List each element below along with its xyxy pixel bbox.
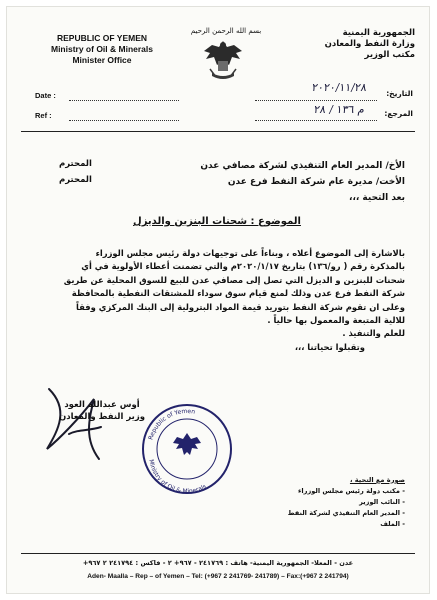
cc-item-3: - المدير العام التنفيذي لشركة النفط: [287, 509, 405, 517]
ref-value-handwritten: م ١٣٦ / ٢٨: [313, 103, 366, 116]
cc-item-4: - الملف: [380, 520, 405, 528]
basmala: بسم الله الرحمن الرحيم: [190, 27, 262, 35]
header-ar-line-1: الجمهورية اليمنية: [342, 28, 415, 38]
letter-body: [33, 247, 405, 354]
header-divider: [21, 131, 415, 132]
addressee-1: [45, 159, 405, 173]
seal-text-bottom: Ministry of Oil & Minerals: [147, 458, 208, 496]
greeting: بعد التحية ،،،: [349, 193, 405, 203]
ref-line-en: [69, 120, 179, 121]
body-line-2: بالمذكرة رقم ( رو/١٣٦) بتاريخ ٢٠٢٠/١/١٧م والتي تضمنت أعطاء الأولوية في أي: [81, 261, 405, 272]
addressee-1-name: الأخ/ المدير العام التنفيذي لشركة مصافي عدن: [200, 161, 405, 171]
yemen-eagle-emblem-icon: [198, 35, 248, 83]
ref-line-ar: [255, 120, 377, 121]
signatory-block: [47, 399, 157, 423]
header-en-line-1: REPUBLIC OF YEMEN: [56, 33, 148, 43]
subject-line: الموضوع : شحنات البنزين والديزل: [133, 216, 301, 227]
body-line-7: للعلم والتنفيذ .: [342, 328, 405, 339]
footer-divider: [21, 553, 415, 554]
date-label-en: Date :: [35, 91, 56, 100]
ref-label-en: Ref :: [35, 111, 52, 120]
addressee-1-honorific: المحترم: [59, 159, 92, 169]
header-en-line-2: Ministry of Oil & Minerals: [50, 44, 154, 54]
ref-label-ar: المرجع:: [384, 109, 413, 118]
signatory-name: أوس عبدالله العود: [64, 400, 140, 410]
body-line-3: شحنات للبنزين و الديزل التي تصل إلى مصافي عدن للبيع للسوق المحلية عن طريق: [63, 274, 405, 285]
addressee-2-honorific: المحترم: [59, 175, 92, 185]
header-ar-line-3: مكتب الوزير: [364, 50, 415, 60]
body-line-5: وعلى ان تقوم شركة النفط بتوريد قيمة المواد البترولية إلى البنك المركزي وفقاً: [76, 301, 405, 312]
body-line-1: بالاشارة إلى الموضوع أعلاه ، وبناءاً على توجيهات دولة رئيس مجلس الوزراء: [95, 248, 405, 258]
body-line-8: وتقبلوا تحياتنا ،،،: [294, 341, 365, 352]
cc-list: [265, 475, 405, 530]
handwritten-signature: [39, 379, 119, 469]
body-line-6: للالية المتبعة والمعمول بها حالياً .: [267, 315, 405, 326]
body-line-4: شركة النفط فرع عدن وذلك لمنع قيام سوق سوداء للمشتقات النفطية بالمحافظة: [71, 288, 405, 299]
addressee-2-name: الأخت/ مديرة عام شركة النفط فرع عدن: [227, 177, 405, 187]
cc-item-2: - النائب الوزير: [359, 498, 405, 506]
footer-address-ar: عدن - المعلا- الجمهورية اليمنية- هاتف : ٢٤١٧٦٩ - ٩٦٧+ ٢ - فاكس : ٢٤١٧٩٤ ٢ ٩٦٧+: [82, 559, 354, 567]
cc-item-1: - مكتب دولة رئيس مجلس الوزراء: [298, 487, 405, 495]
date-line-en: [69, 100, 179, 101]
header-ar-line-2: وزارة النفط والمعادن: [324, 39, 415, 49]
addressee-2: [45, 175, 405, 189]
cc-heading: صورة مع التحية ،: [349, 476, 405, 484]
date-line-ar: [255, 100, 377, 101]
header-arabic: [295, 28, 415, 61]
date-label-ar: التاريخ:: [386, 89, 413, 98]
date-value-handwritten: ٢٠٢٠/١١/٢٨: [311, 81, 368, 94]
header-en-line-3: Minister Office: [72, 55, 132, 65]
footer-address-en: Aden- Maalla – Rep – of Yemen – Tel: (+967 2 241769- 241789) – Fax:(+967 2 241794): [87, 573, 349, 580]
seal-text-top: Republic of Yemen: [147, 407, 196, 441]
header-english: [27, 33, 177, 66]
letter-sheet: [6, 6, 430, 594]
signatory-title: وزير النفط والمعادن: [58, 412, 146, 422]
